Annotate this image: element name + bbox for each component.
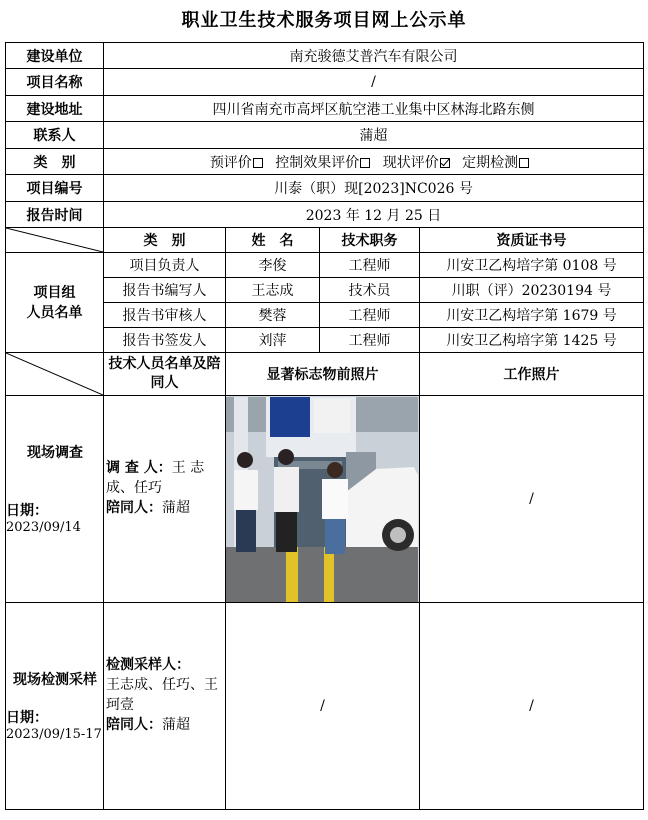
survey-staff xyxy=(104,396,226,603)
unit-value: 南充骏德艾普汽车有限公司 xyxy=(104,43,644,69)
team-role: 报告书签发人 xyxy=(104,328,226,353)
team-name: 李俊 xyxy=(226,253,320,278)
category-option-label: 现状评价 xyxy=(382,154,439,171)
address-label: 建设地址 xyxy=(6,96,104,122)
team-cert: 川职（评）20230194 号 xyxy=(420,278,644,303)
team-title: 工程师 xyxy=(320,328,420,353)
sampler-names: 王志成、任巧、王珂壹 xyxy=(106,677,218,713)
project-name-label: 项目名称 xyxy=(6,69,104,96)
sampling-info xyxy=(6,603,104,810)
team-header-role: 类 别 xyxy=(104,228,226,253)
team-header-cert: 资质证书号 xyxy=(420,228,644,253)
row-address xyxy=(6,96,644,122)
category-option-periodic xyxy=(462,155,537,171)
landmark-photo xyxy=(226,396,420,603)
team-role: 报告书编写人 xyxy=(104,278,226,303)
project-no-value: 川泰（职）现[2023]NC026 号 xyxy=(104,175,644,202)
row-contact xyxy=(6,122,644,149)
category-option-control xyxy=(275,155,378,171)
team-name: 樊蓉 xyxy=(226,303,320,328)
sampling-staff xyxy=(104,603,226,810)
category-label: 类 别 xyxy=(6,149,104,175)
report-time-value: 2023 年 12 月 25 日 xyxy=(104,202,644,228)
row-category xyxy=(6,149,644,175)
project-name-value: / xyxy=(104,69,644,96)
team-cert: 川安卫乙构培字第 1425 号 xyxy=(420,328,644,353)
category-option-status xyxy=(383,155,458,171)
work-photo-header: 工作照片 xyxy=(420,353,644,396)
accompany-name: 蒲超 xyxy=(162,717,190,733)
team-name: 王志成 xyxy=(226,278,320,303)
diagonal-cell xyxy=(6,228,104,253)
team-label: 项目组 人员名单 xyxy=(6,253,104,353)
sampling-row xyxy=(6,603,644,810)
diagonal-line-icon xyxy=(6,353,103,395)
survey-date-label: 日期： xyxy=(6,503,48,519)
team-row xyxy=(6,253,644,278)
landmark-photo-header: 显著标志物前照片 xyxy=(226,353,420,396)
row-project-name xyxy=(6,69,644,96)
team-cert: 川安卫乙构培字第 1679 号 xyxy=(420,303,644,328)
sampling-date: 2023/09/15-17 xyxy=(6,727,102,742)
sampling-date-label: 日期： xyxy=(6,710,48,726)
survey-row xyxy=(6,396,644,603)
team-header-name: 姓 名 xyxy=(226,228,320,253)
checkbox-icon xyxy=(360,158,370,168)
survey-work-photo: / xyxy=(420,396,644,603)
accompany-label: 陪同人： xyxy=(106,717,162,733)
unit-label: 建设单位 xyxy=(6,43,104,69)
notice-table xyxy=(5,42,644,810)
team-role: 报告书审核人 xyxy=(104,303,226,328)
sampling-work-photo: / xyxy=(420,603,644,810)
group-photo-image xyxy=(226,397,418,602)
checkbox-icon xyxy=(253,158,263,168)
row-unit xyxy=(6,43,644,69)
diagonal-line-icon xyxy=(6,228,103,252)
contact-value: 蒲超 xyxy=(104,122,644,149)
diagonal-cell xyxy=(6,353,104,396)
accompany-name: 蒲超 xyxy=(162,500,190,516)
address-value: 四川省南充市高坪区航空港工业集中区林海北路东侧 xyxy=(104,96,644,122)
category-option-label: 定期检测 xyxy=(462,154,519,171)
survey-heading: 现场调查 xyxy=(27,445,83,461)
sampling-heading: 现场检测采样 xyxy=(13,672,97,688)
contact-label: 联系人 xyxy=(6,122,104,149)
sampler-label: 检测采样人： xyxy=(106,657,190,673)
row-project-no xyxy=(6,175,644,202)
checkbox-icon xyxy=(519,158,529,168)
photo-header-row xyxy=(6,353,644,396)
team-title: 工程师 xyxy=(320,303,420,328)
row-report-time xyxy=(6,202,644,228)
team-header-row xyxy=(6,228,644,253)
accompany-label: 陪同人： xyxy=(106,500,162,516)
sampling-landmark-photo: / xyxy=(226,603,420,810)
team-header-title: 技术职务 xyxy=(320,228,420,253)
category-option-label: 预评价 xyxy=(209,154,252,171)
team-role: 项目负责人 xyxy=(104,253,226,278)
report-time-label: 报告时间 xyxy=(6,202,104,228)
staff-header: 技术人员名单及陪同人 xyxy=(104,353,226,396)
survey-date: 2023/09/14 xyxy=(6,520,81,535)
project-no-label: 项目编号 xyxy=(6,175,104,202)
survey-info xyxy=(6,396,104,603)
investigator-label: 调 查 人： xyxy=(106,460,172,476)
category-option-pre xyxy=(210,155,271,171)
category-options xyxy=(104,149,644,175)
team-name: 刘萍 xyxy=(226,328,320,353)
category-option-label: 控制效果评价 xyxy=(275,154,360,171)
checkbox-checked-icon xyxy=(440,158,450,168)
team-cert: 川安卫乙构培字第 0108 号 xyxy=(420,253,644,278)
team-title: 工程师 xyxy=(320,253,420,278)
team-title: 技术员 xyxy=(320,278,420,303)
investigator-names: 王 志 成、任巧 xyxy=(106,460,205,496)
page-title: 职业卫生技术服务项目网上公示单 xyxy=(181,10,467,31)
